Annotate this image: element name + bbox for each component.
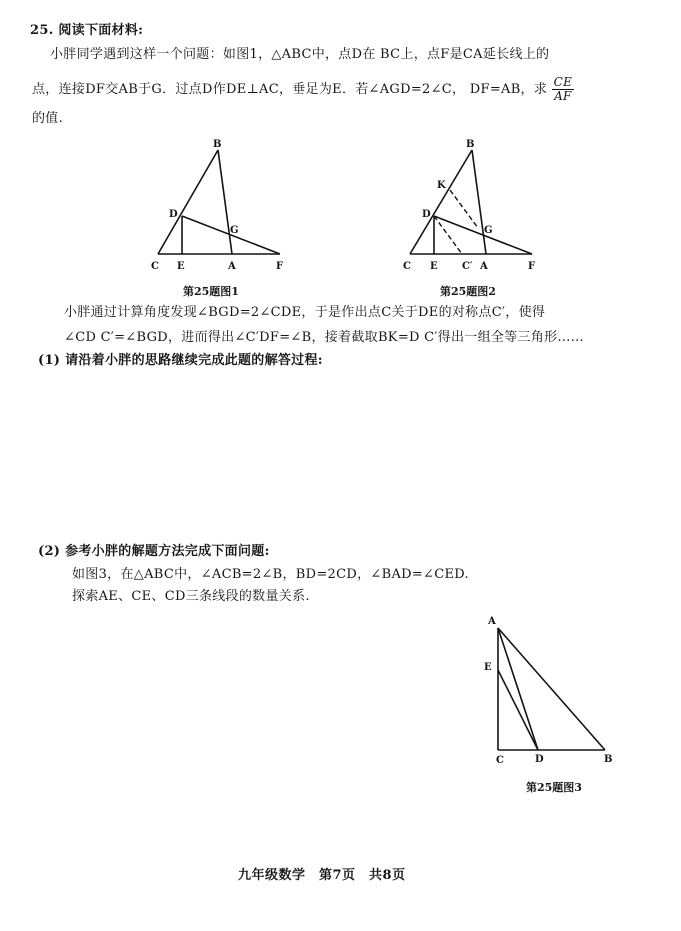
- label-g: G: [484, 225, 493, 236]
- label-f: F: [528, 261, 536, 272]
- part-1-prompt: (1) 请沿着小胖的思路继续完成此题的解答过程:: [38, 353, 323, 368]
- label-f: F: [276, 261, 284, 272]
- part-2-title: (2) 参考小胖的解题方法完成下面问题:: [38, 544, 270, 559]
- segment-ab: [498, 628, 605, 750]
- intro-line-3: 的值.: [32, 111, 64, 126]
- figure-1-caption: 第25题图1: [183, 285, 239, 298]
- figure-3-caption: 第25题图3: [526, 781, 582, 794]
- label-c-prime: C′: [462, 261, 473, 272]
- label-a: A: [480, 261, 488, 272]
- fraction-denominator: AF: [554, 89, 572, 103]
- part-2-line-1: 如图3，在△ABC中，∠ACB=2∠B，BD=2CD，∠BAD=∠CED.: [72, 567, 469, 582]
- label-a: A: [228, 261, 236, 272]
- figure-2-caption: 第25题图2: [440, 285, 496, 298]
- method-line-1: 小胖通过计算角度发现∠BGD=2∠CDE，于是作出点C关于DE的对称点C′，使得: [64, 305, 546, 320]
- method-line-2: ∠CD C′=∠BGD，进而得出∠C′DF=∠B，接着截取BK=D C′得出一组全等三角形……: [64, 330, 584, 345]
- label-e: E: [484, 662, 492, 673]
- label-d: D: [535, 754, 544, 765]
- page-footer: 九年级数学 第7页 共8页: [238, 868, 406, 883]
- label-e: E: [430, 261, 438, 272]
- label-b: B: [466, 139, 475, 150]
- label-d: D: [422, 209, 431, 220]
- label-d: D: [169, 209, 178, 220]
- label-c: C: [496, 755, 504, 766]
- problem-heading: 25. 阅读下面材料:: [30, 23, 144, 38]
- intro-line-2-text: 点，连接DF交AB于G．过点D作DE⊥AC，垂足为E．若∠AGD=2∠C， DF=AB，求: [32, 82, 548, 97]
- label-k: K: [437, 180, 446, 191]
- label-b: B: [604, 754, 613, 765]
- label-e: E: [177, 261, 185, 272]
- label-c: C: [403, 261, 411, 272]
- intro-line-1: 小胖同学遇到这样一个问题：如图1，△ABC中，点D在 BC上，点F是CA延长线上的: [50, 47, 550, 62]
- segment-ad: [498, 628, 538, 750]
- part-2-line-2: 探索AE、CE、CD三条线段的数量关系.: [72, 589, 310, 604]
- figure-3-lines: [498, 628, 605, 750]
- segment-ed: [498, 670, 538, 750]
- label-a: A: [488, 616, 496, 627]
- fraction-numerator: CE: [553, 75, 573, 89]
- label-c: C: [151, 261, 159, 272]
- label-g: G: [230, 225, 239, 236]
- label-b: B: [213, 139, 222, 150]
